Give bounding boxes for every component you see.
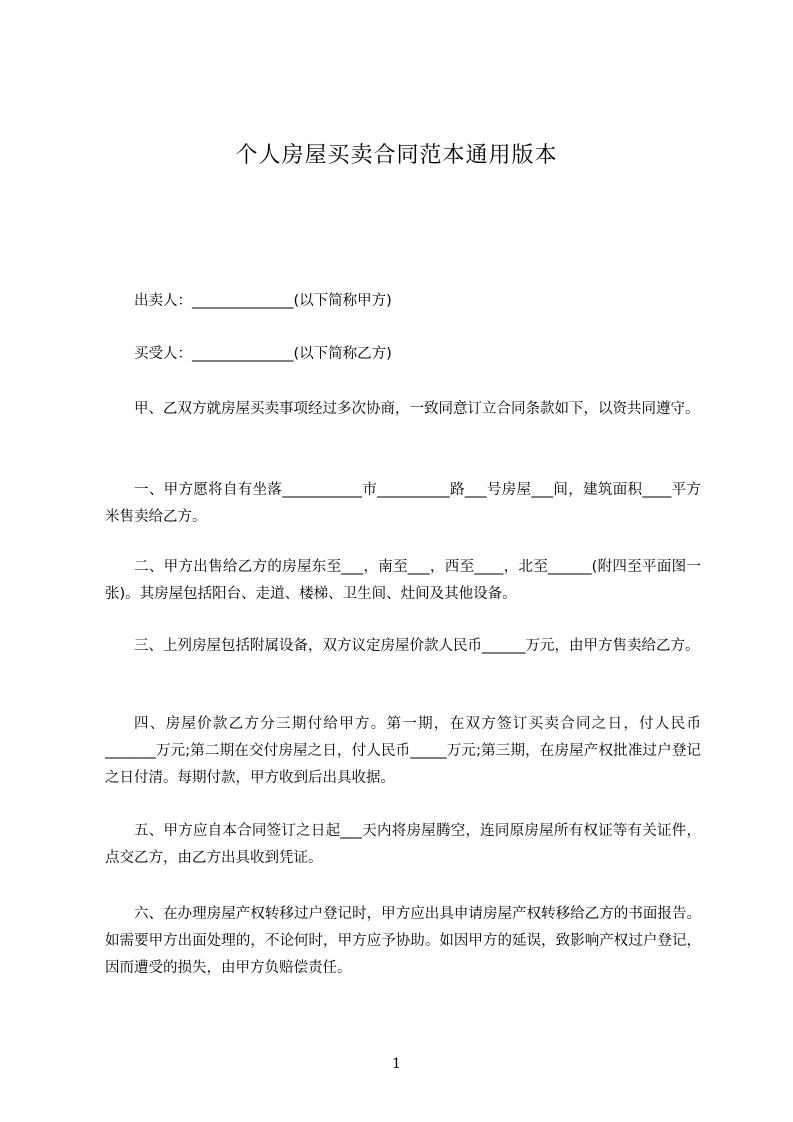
clause-2: 二、甲方出售给乙方的房屋东至___，南至___，西至____，北至______(附四至平面图一张)。其房屋包括阳台、走道、楼梯、卫生间、灶间及其他设备。 — [105, 559, 701, 602]
seller-line: 出卖人：______________(以下简称甲方) — [134, 293, 392, 309]
clause-4: 四、房屋价款乙方分三期付给甲方。第一期，在双方签订买卖合同之日，付人民币_______万元;第二期在交付房屋之日，付人民币_____万元;第三期，在房屋产权批准过户登记之日付清。每期付款，甲方收到后出具收据。 — [105, 716, 701, 786]
buyer-line: 买受人：______________(以下简称乙方) — [134, 346, 392, 362]
intro-paragraph: 甲、乙双方就房屋买卖事项经过多次协商，一致同意订立合同条款如下，以资共同遵守。 — [134, 401, 700, 417]
page-title: 个人房屋买卖合同范本通用版本 — [235, 143, 558, 168]
clause-3: 三、上列房屋包括附属设备，双方议定房屋价款人民币______万元，由甲方售卖给乙方。 — [134, 638, 700, 654]
clause-6: 六、在办理房屋产权转移过户登记时，甲方应出具申请房屋产权转移给乙方的书面报告。如需要甲方出面处理的，不论何时，甲方应予协助。如因甲方的延误，致影响产权过户登记，因而遭受的损失，由甲方负赔偿责任。 — [105, 906, 701, 976]
clause-5: 五、甲方应自本合同签订之日起___天内将房屋腾空，连同原房屋所有权证等有关证件，点交乙方，由乙方出具收到凭证。 — [105, 823, 701, 866]
clause-1: 一、甲方愿将自有坐落___________市__________路___号房屋___间，建筑面积____平方米售卖给乙方。 — [105, 482, 701, 525]
page-number: 1 — [392, 1056, 401, 1072]
